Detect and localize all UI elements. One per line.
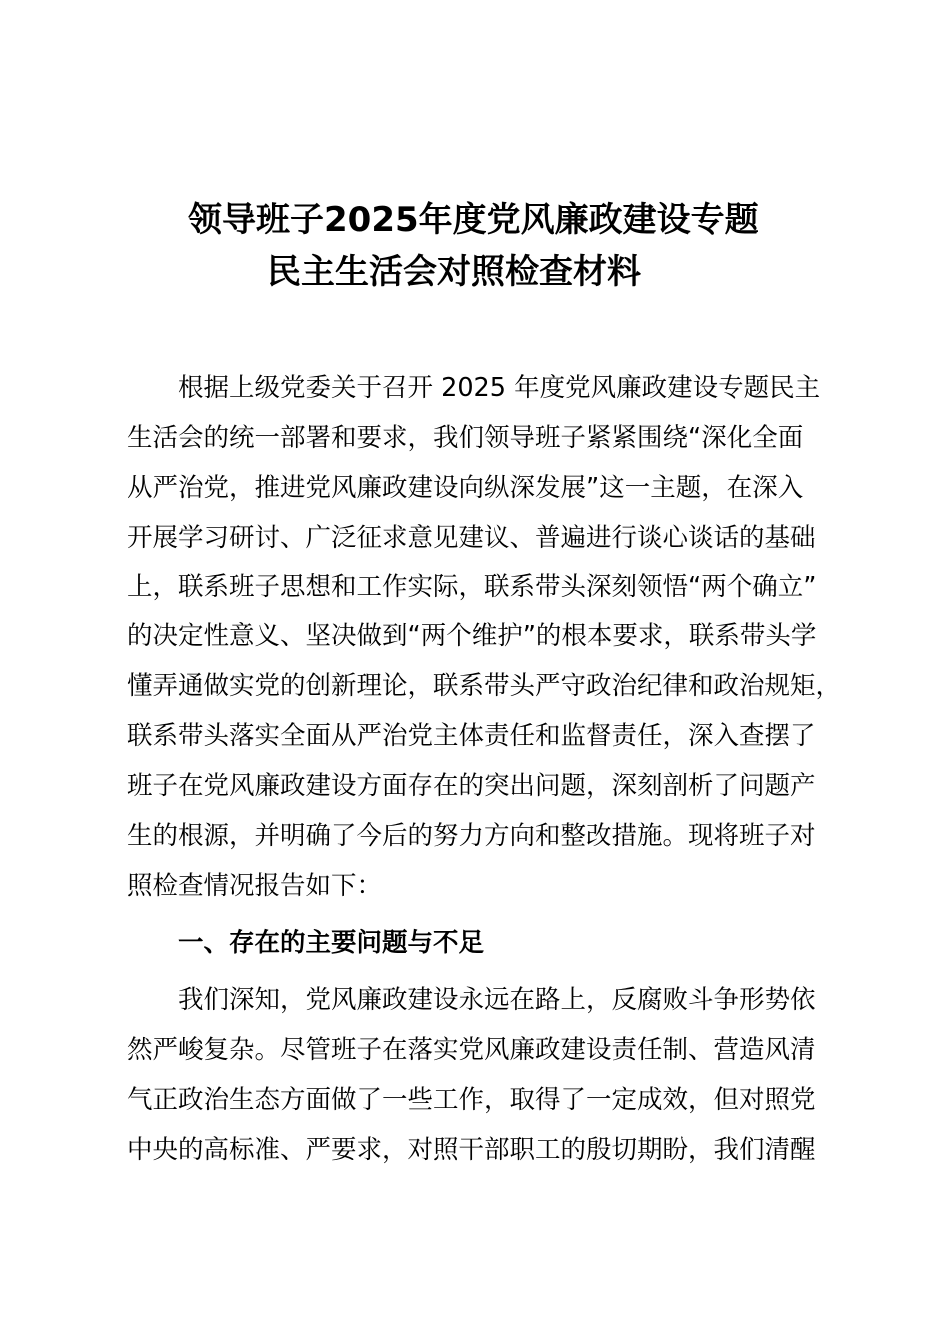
paragraph-line: 联系带头落实全面从严治党主体责任和监督责任，深入查摆了	[127, 721, 816, 751]
paragraph-line: 班子在党风廉政建设方面存在的突出问题，深刻剖析了问题产	[127, 771, 816, 801]
paragraph-line: 中央的高标准、严要求，对照干部职工的殷切期盼，我们清醒	[127, 1135, 816, 1165]
paragraph-line: 生活会的统一部署和要求，我们领导班子紧紧围绕“深化全面	[127, 423, 804, 453]
paragraph-line: 根据上级党委关于召开 2025 年度党风廉政建设专题民主	[178, 373, 821, 403]
paragraph-line: 从严治党，推进党风廉政建设向纵深发展”这一主题，在深入	[127, 473, 804, 503]
document-title-line-2: 民主生活会对照检查材料	[267, 252, 641, 292]
section-heading: 一、存在的主要问题与不足	[178, 928, 485, 958]
document-title-line-1: 领导班子2025年度党风廉政建设专题	[188, 200, 759, 240]
paragraph-line: 照检查情况报告如下：	[127, 871, 383, 901]
paragraph-line: 上，联系班子思想和工作实际，联系带头深刻领悟“两个确立”	[127, 572, 817, 602]
paragraph-line: 然严峻复杂。尽管班子在落实党风廉政建设责任制、营造风清	[127, 1035, 816, 1065]
paragraph-line: 开展学习研讨、广泛征求意见建议、普遍进行谈心谈话的基础	[127, 523, 816, 553]
paragraph-line: 生的根源，并明确了今后的努力方向和整改措施。现将班子对	[127, 821, 816, 851]
paragraph-line: 我们深知，党风廉政建设永远在路上，反腐败斗争形势依	[178, 985, 816, 1015]
paragraph-line: 气正政治生态方面做了一些工作，取得了一定成效，但对照党	[127, 1085, 816, 1115]
paragraph-line: 的决定性意义、坚决做到“两个维护”的根本要求，联系带头学	[127, 621, 817, 651]
paragraph-line: 懂弄通做实党的创新理论，联系带头严守政治纪律和政治规矩，	[127, 671, 842, 701]
